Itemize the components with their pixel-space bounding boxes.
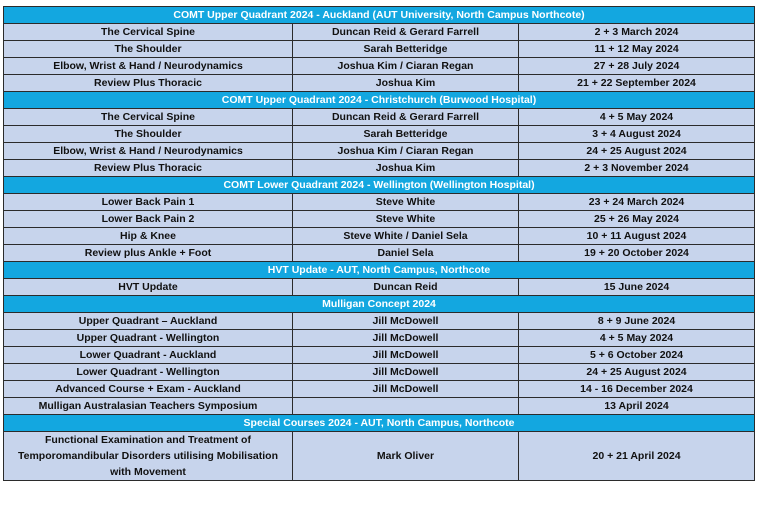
dates-cell: 5 + 6 October 2024: [519, 347, 755, 364]
course-name-cell: Elbow, Wrist & Hand / Neurodynamics: [4, 143, 293, 160]
course-name-cell: Review Plus Thoracic: [4, 75, 293, 92]
presenter-cell: Duncan Reid & Gerard Farrell: [293, 24, 519, 41]
course-name-cell: Upper Quadrant – Auckland: [4, 313, 293, 330]
presenter-cell: Jill McDowell: [293, 330, 519, 347]
presenter-cell: Joshua Kim / Ciaran Regan: [293, 58, 519, 75]
presenter-cell: Mark Oliver: [293, 432, 519, 481]
section-header-row: [4, 177, 755, 194]
table-row: [4, 228, 755, 245]
table-row: [4, 41, 755, 58]
course-name-cell: Review Plus Thoracic: [4, 160, 293, 177]
table-row: [4, 245, 755, 262]
presenter-cell: Sarah Betteridge: [293, 126, 519, 143]
course-name-cell: Upper Quadrant - Wellington: [4, 330, 293, 347]
dates-cell: 14 - 16 December 2024: [519, 381, 755, 398]
presenter-cell: Jill McDowell: [293, 347, 519, 364]
presenter-cell: Steve White / Daniel Sela: [293, 228, 519, 245]
course-schedule-body: [4, 7, 755, 481]
dates-cell: 4 + 5 May 2024: [519, 109, 755, 126]
table-row: [4, 126, 755, 143]
course-name-cell: Lower Quadrant - Wellington: [4, 364, 293, 381]
table-row: [4, 211, 755, 228]
dates-cell: 15 June 2024: [519, 279, 755, 296]
course-name-cell: Mulligan Australasian Teachers Symposium: [4, 398, 293, 415]
course-schedule-table: [3, 6, 755, 481]
dates-cell: 24 + 25 August 2024: [519, 364, 755, 381]
dates-cell: 11 + 12 May 2024: [519, 41, 755, 58]
table-row: [4, 160, 755, 177]
table-row: [4, 143, 755, 160]
course-name-cell: Hip & Knee: [4, 228, 293, 245]
course-name-cell: The Cervical Spine: [4, 109, 293, 126]
dates-cell: 23 + 24 March 2024: [519, 194, 755, 211]
table-row: [4, 381, 755, 398]
course-name-cell: Lower Quadrant - Auckland: [4, 347, 293, 364]
table-row: [4, 330, 755, 347]
table-row: [4, 194, 755, 211]
section-header-row: [4, 262, 755, 279]
table-row: [4, 347, 755, 364]
section-header-row: [4, 7, 755, 24]
table-row: [4, 109, 755, 126]
section-title: COMT Lower Quadrant 2024 - Wellington (Wellington Hospital): [4, 177, 755, 194]
dates-cell: 13 April 2024: [519, 398, 755, 415]
dates-cell: 10 + 11 August 2024: [519, 228, 755, 245]
presenter-cell: Sarah Betteridge: [293, 41, 519, 58]
dates-cell: 3 + 4 August 2024: [519, 126, 755, 143]
section-header-row: [4, 415, 755, 432]
dates-cell: 4 + 5 May 2024: [519, 330, 755, 347]
presenter-cell: Duncan Reid & Gerard Farrell: [293, 109, 519, 126]
table-row: [4, 58, 755, 75]
table-row: [4, 279, 755, 296]
section-title: COMT Upper Quadrant 2024 - Christchurch (Burwood Hospital): [4, 92, 755, 109]
dates-cell: 8 + 9 June 2024: [519, 313, 755, 330]
course-name-cell: Review plus Ankle + Foot: [4, 245, 293, 262]
course-name-cell: The Shoulder: [4, 41, 293, 58]
course-name-cell: Elbow, Wrist & Hand / Neurodynamics: [4, 58, 293, 75]
course-name-cell: Lower Back Pain 2: [4, 211, 293, 228]
table-row: [4, 398, 755, 415]
dates-cell: 27 + 28 July 2024: [519, 58, 755, 75]
section-title: Mulligan Concept 2024: [4, 296, 755, 313]
table-row: [4, 364, 755, 381]
course-name-cell: Lower Back Pain 1: [4, 194, 293, 211]
presenter-cell: Joshua Kim: [293, 160, 519, 177]
dates-cell: 24 + 25 August 2024: [519, 143, 755, 160]
course-name-cell: HVT Update: [4, 279, 293, 296]
presenter-cell: Daniel Sela: [293, 245, 519, 262]
course-name-cell: The Shoulder: [4, 126, 293, 143]
section-header-row: [4, 92, 755, 109]
section-title: COMT Upper Quadrant 2024 - Auckland (AUT University, North Campus Northcote): [4, 7, 755, 24]
table-row: [4, 75, 755, 92]
section-title: Special Courses 2024 - AUT, North Campus, Northcote: [4, 415, 755, 432]
presenter-cell: Joshua Kim: [293, 75, 519, 92]
dates-cell: 2 + 3 November 2024: [519, 160, 755, 177]
presenter-cell: Jill McDowell: [293, 381, 519, 398]
presenter-cell: Steve White: [293, 194, 519, 211]
section-header-row: [4, 296, 755, 313]
presenter-cell: Jill McDowell: [293, 364, 519, 381]
dates-cell: 20 + 21 April 2024: [519, 432, 755, 481]
table-row: [4, 313, 755, 330]
table-row: [4, 24, 755, 41]
presenter-cell: Duncan Reid: [293, 279, 519, 296]
dates-cell: 2 + 3 March 2024: [519, 24, 755, 41]
dates-cell: 19 + 20 October 2024: [519, 245, 755, 262]
presenter-cell: Jill McDowell: [293, 313, 519, 330]
course-name-cell: The Cervical Spine: [4, 24, 293, 41]
dates-cell: 25 + 26 May 2024: [519, 211, 755, 228]
presenter-cell: Steve White: [293, 211, 519, 228]
course-name-cell: Functional Examination and Treatment of Temporomandibular Disorders utilising Mobilisation with Movement: [4, 432, 293, 481]
table-row: [4, 432, 755, 481]
presenter-cell: [293, 398, 519, 415]
dates-cell: 21 + 22 September 2024: [519, 75, 755, 92]
section-title: HVT Update - AUT, North Campus, Northcote: [4, 262, 755, 279]
presenter-cell: Joshua Kim / Ciaran Regan: [293, 143, 519, 160]
course-name-cell: Advanced Course + Exam - Auckland: [4, 381, 293, 398]
